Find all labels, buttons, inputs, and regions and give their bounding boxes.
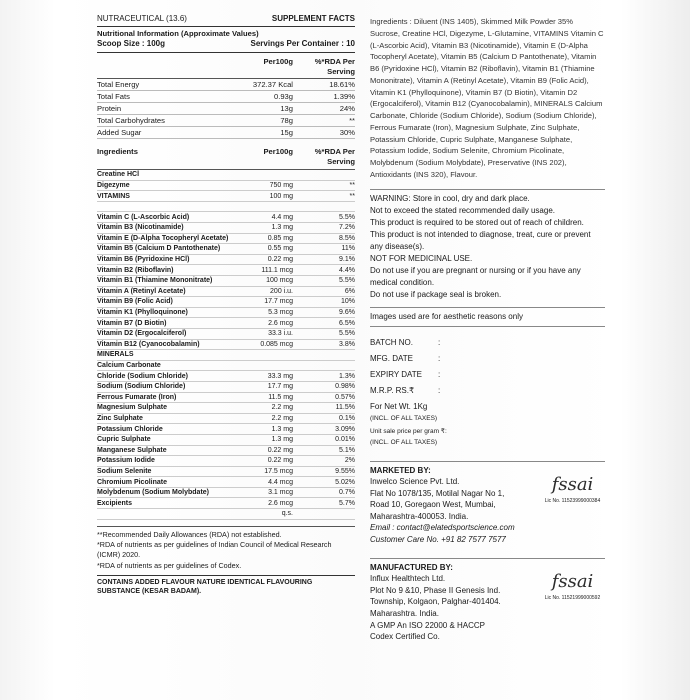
incl-taxes-2: (INCL. OF ALL TAXES) (370, 438, 438, 446)
row-name: Excipients (97, 499, 133, 507)
ingredient-row (97, 403, 355, 414)
row-per100: 0.22 mg (267, 446, 293, 454)
manufactured-line: Maharashtra. India. (370, 609, 439, 619)
row-rda: 5.7% (339, 499, 355, 507)
row-per100: 11.5 mg (268, 393, 293, 401)
ingredient-row (97, 382, 355, 393)
row-per100: 111.1 mcg (261, 266, 293, 274)
row-per100: 15g (280, 127, 293, 137)
nutrient-table (97, 79, 355, 139)
row-name: Protein (97, 103, 122, 113)
row-rda: 0.01% (335, 436, 355, 444)
row-per100: 13g (280, 103, 293, 113)
marketed-line: Road 10, Goregaon West, Mumbai, (370, 500, 496, 510)
row-name: Zinc Sulphate (97, 414, 143, 422)
facts-title: SUPPLEMENT FACTS (271, 14, 355, 23)
ingredient-row (97, 498, 355, 509)
row-per100: 372.37 Kcal (252, 79, 293, 89)
col-per100: Per100g (263, 56, 293, 66)
marketed-email: Email : contact@elatedsportscience.com (370, 523, 515, 533)
warning-line: This product is required to be stored out of reach of children. (370, 217, 584, 227)
manufactured-line: A GMP An ISO 22000 & HACCP (370, 620, 486, 630)
col-rda: %*RDA Per Serving (314, 56, 355, 76)
net-wt-label: For Net Wt. 1Kg (370, 401, 428, 411)
marketed-line: Flat No 1078/135, Motilal Nagar No 1, (370, 488, 505, 498)
row-name: Vitamin C (L-Ascorbic Acid) (97, 213, 190, 221)
row-rda: 1.3% (339, 372, 355, 380)
ingredients-title: Ingredients (97, 147, 138, 157)
manufactured-line: Plot No 9 &10, Phase II Genesis Ind. (370, 585, 501, 595)
ingredient-row (97, 244, 355, 255)
row-per100: 4.4 mg (271, 213, 293, 221)
ingredient-row (97, 435, 355, 446)
note: *RDA of nutrients as per guidelines of Indian Council of Medical Research (ICMR) 2020. (97, 540, 332, 560)
supplement-facts-panel (97, 14, 355, 596)
marketed-by (370, 461, 605, 546)
row-per100: 2.6 mcg (268, 319, 293, 327)
row-per100: 33.3 i.u. (268, 330, 293, 338)
flavour-statement: CONTAINS ADDED FLAVOUR NATURE IDENTICAL FLAVOURING SUBSTANCE (KESAR BADAM). (97, 575, 355, 596)
ingredient-row (97, 255, 355, 266)
row-name: Potassium Chloride (97, 425, 163, 433)
row-per100: 78g (280, 115, 293, 125)
row-rda: 11.5% (335, 404, 355, 412)
row-name: Chromium Picolinate (97, 478, 168, 486)
row-name: Manganese Sulphate (97, 446, 167, 454)
servings-per-container: Servings Per Container : 10 (250, 39, 355, 49)
warnings (370, 189, 605, 301)
batch-value: : (438, 337, 441, 347)
row-name: Vitamin B1 (Thiamine Mononitrate) (97, 277, 213, 285)
row-rda: 1.39% (333, 91, 355, 101)
row-name: Vitamin B2 (Riboflavin) (97, 266, 174, 274)
nutrient-row (97, 127, 355, 139)
row-rda: 3.09% (335, 425, 355, 433)
expiry-value: : (438, 369, 441, 379)
row-rda: 6% (344, 287, 355, 295)
row-per100: 1.3 mg (271, 425, 293, 433)
facts-header (97, 14, 355, 27)
ingredient-row (97, 265, 355, 276)
warning-line: Do not use if you are pregnant or nursing or if you have any medical condition. (370, 265, 581, 287)
row-name: VITAMINS (97, 192, 130, 200)
mrp-row (370, 383, 605, 399)
row-rda: 11% (341, 245, 355, 253)
row-name: Molybdenum (Sodium Molybdate) (97, 489, 209, 497)
ingredient-row (97, 371, 355, 382)
row-name: Vitamin B5 (Calcium D Pantothenate) (97, 245, 221, 253)
row-per100: 100 mcg (266, 277, 293, 285)
row-per100: 100 mg (269, 192, 293, 200)
ingredient-row (97, 191, 355, 202)
row-name: Vitamin K1 (Phylloquinone) (97, 309, 188, 317)
row-name: Magnesium Sulphate (97, 404, 168, 412)
row-per100: 0.85 mg (267, 234, 293, 242)
ingredient-row (97, 287, 355, 298)
row-per100: 0.22 mg (267, 457, 293, 465)
note: *RDA of nutrients as per guidelines of Codex. (97, 560, 242, 570)
row-rda: 2% (344, 457, 355, 465)
row-rda: 0.98% (335, 383, 355, 391)
row-rda: 24% (339, 103, 355, 113)
row-name: Vitamin B12 (Cyanocobalamin) (97, 340, 200, 348)
row-per100: 0.55 mg (267, 245, 293, 253)
row-rda: 0.57% (335, 393, 355, 401)
manufactured-line: Influx Healthtech Ltd. (370, 574, 446, 584)
warning-line: WARNING: Store in cool, dry and dark place. (370, 193, 530, 203)
batch-row (370, 335, 605, 351)
nutrient-row (97, 79, 355, 91)
row-name: Calcium Carbonate (97, 362, 161, 370)
ingredient-row (97, 446, 355, 457)
row-name: Total Carbohydrates (97, 115, 165, 125)
row-per100: 3.1 mcg (268, 489, 293, 497)
ing-col-per100: Per100g (263, 147, 293, 157)
fssai-logo-2 (540, 569, 605, 602)
row-per100: 4.4 mcg (268, 478, 293, 486)
row-name: Digezyme (97, 181, 130, 189)
warning-line: NOT FOR MEDICINAL USE. (370, 253, 473, 263)
row-rda: 8.5% (339, 234, 355, 242)
row-rda: 4.4% (339, 266, 355, 274)
row-rda: ** (349, 181, 355, 189)
row-rda: ** (349, 192, 355, 200)
expiry-row (370, 367, 605, 383)
mfg-row (370, 351, 605, 367)
row-rda: 5.5% (339, 277, 355, 285)
row-name: Added Sugar (97, 127, 142, 137)
row-per100: 2.6 mcg (268, 499, 293, 507)
row-per100: 0.085 mcg (260, 340, 293, 348)
row-per100: 33.3 mg (267, 372, 293, 380)
ingredient-row (97, 488, 355, 499)
row-name: Vitamin E (D-Alpha Tocopheryl Acetate) (97, 234, 229, 242)
expiry-label: EXPIRY DATE (370, 369, 423, 379)
manufactured-line: Codex Certified Co. (370, 632, 440, 642)
row-per100: 1.3 mg (271, 436, 293, 444)
marketed-line: Maharashtra-400053. India. (370, 511, 469, 521)
row-per100: q.s. (281, 510, 293, 518)
row-name: Vitamin B3 (Nicotinamide) (97, 224, 184, 232)
marketed-line: Inwelco Science Pvt. Ltd. (370, 477, 460, 487)
label-info-panel (370, 16, 605, 643)
row-name: Cupric Sulphate (97, 436, 151, 444)
rda-notes (97, 526, 355, 571)
scoop-size: Scoop Size : 100g (97, 39, 166, 49)
row-per100: 5.3 mcg (268, 309, 293, 317)
warning-line: Not to exceed the stated recommended daily usage. (370, 205, 555, 215)
fssai-lic: Lic No. 11521999000592 (544, 594, 601, 601)
warning-line: Do not use if package seal is broken. (370, 289, 502, 299)
warning-line: This product is not intended to diagnose, treat, cure or prevent any disease(s). (370, 229, 591, 251)
batch-label: BATCH NO. (370, 337, 413, 347)
unit-sale-price: Unit sale price per gram ₹: (370, 427, 447, 435)
ingredient-row (97, 276, 355, 287)
row-rda: 10% (340, 298, 355, 306)
row-per100: 0.22 mg (267, 256, 293, 264)
row-rda: 30% (339, 127, 355, 137)
ingredient-row (97, 477, 355, 488)
row-name: Vitamin B9 (Folic Acid) (97, 298, 173, 306)
row-name: Total Energy (97, 79, 140, 89)
row-name: Ferrous Fumarate (Iron) (97, 393, 177, 401)
row-per100: 1.3 mg (271, 224, 293, 232)
ingredient-column-header (97, 143, 355, 170)
row-per100: 2.2 mg (271, 414, 293, 422)
ingredient-row (97, 350, 355, 361)
ingredient-row (97, 361, 355, 372)
ingredient-table (97, 170, 355, 520)
row-rda: 9.6% (339, 309, 355, 317)
ingredient-row (97, 297, 355, 308)
nutrient-row (97, 91, 355, 103)
nutrition-title: Nutritional Information (Approximate Values) (97, 29, 259, 39)
manufactured-title: MANUFACTURED BY: (370, 562, 453, 572)
row-rda: 0.7% (339, 489, 355, 497)
ingredient-row (97, 414, 355, 425)
row-per100: 750 mg (269, 181, 293, 189)
nutrient-column-header (97, 53, 355, 80)
row-per100: 17.5 mcg (264, 467, 293, 475)
row-rda: 5.1% (339, 446, 355, 454)
row-per100: 17.7 mg (267, 383, 293, 391)
ingredient-row (97, 393, 355, 404)
ingredient-row (97, 223, 355, 234)
batch-info (370, 335, 605, 446)
row-name: Total Fats (97, 91, 130, 101)
row-per100: 0.93g (273, 91, 293, 101)
manufactured-line: Township, Kolgaon, Palghar-401404. (370, 597, 501, 607)
manufactured-by (370, 558, 605, 643)
ingredient-row (97, 456, 355, 467)
mfg-value: : (438, 353, 441, 363)
row-name: Creatine HCl (97, 171, 140, 179)
row-rda: 5.5% (339, 213, 355, 221)
row-per100: 2.2 mg (271, 404, 293, 412)
fssai-logo-1 (540, 472, 605, 505)
note: **Recommended Daily Allowances (RDA) not established. (97, 529, 282, 539)
fssai-logo-icon: fssai (551, 473, 594, 495)
row-rda: 3.8% (339, 340, 355, 348)
ing-col-rda: %*RDA Per Serving (314, 147, 355, 167)
row-rda: 9.55% (335, 467, 355, 475)
row-name: Vitamin B7 (D Biotin) (97, 319, 167, 327)
row-rda: 5.02% (335, 478, 355, 486)
row-per100: 17.7 mcg (264, 298, 293, 306)
row-name: Vitamin D2 (Ergocalciferol) (97, 330, 187, 338)
net-wt-row (370, 399, 605, 415)
row-name: Sodium (Sodium Chloride) (97, 383, 186, 391)
mrp-label: M.R.P. RS.₹ (370, 385, 415, 395)
ingredient-row (97, 318, 355, 329)
aesthetic-note: Images used are for aesthetic reasons only (370, 307, 605, 327)
nutrient-row (97, 115, 355, 127)
row-rda: 18.61% (329, 79, 355, 89)
serving-info (97, 39, 355, 52)
row-rda: 9.1% (339, 256, 355, 264)
ingredient-row (97, 340, 355, 351)
row-name: Chloride (Sodium Chloride) (97, 372, 188, 380)
ingredient-row (97, 181, 355, 192)
fssai-logo-icon: fssai (551, 570, 594, 592)
row-name: Vitamin B6 (Pyridoxine HCl) (97, 256, 190, 264)
ingredient-row (97, 170, 355, 181)
nutrient-row (97, 103, 355, 115)
row-name: MINERALS (97, 351, 134, 359)
mfg-label: MFG. DATE (370, 353, 413, 363)
row-rda: 5.5% (339, 330, 355, 338)
fssai-lic: Lic No. 11523999000384 (544, 497, 601, 504)
ingredient-row (97, 424, 355, 435)
nutraceutical-tag: NUTRACEUTICAL (13.6) (97, 14, 187, 23)
incl-taxes-1: (INCL. OF ALL TAXES) (370, 415, 438, 423)
ingredient-row (97, 509, 355, 520)
row-rda: 6.5% (339, 319, 355, 327)
ingredients-text: Ingredients : Diluent (INS 1405), Skimmed Milk Powder 35% Sucrose, Creatine HCl, Digezyme, L-Glutamine, VITAMINS Vitamin C (L-Ascorbic Acid), Vitamin B3 (Nicotinamide), Vitamin E (D-Alpha Tocopheryl Acetate), Vitamin B5 (Calcium D Pantothenate), Vitamin B6 (Pyridoxine HCl), Vitamin B2 (Riboflavin), Vitamin B1 (Thiamine Mononitrate), Vitamin A (Retinyl Acetate), Vitamin B9 (Folic Acid), Vitamin K1 (Phylloquinone), Vitamin B7 (D Biotin), Vitamin D2 (Ergocalciferol), Vitamin B12 (Cyanocobalamin), MINERALS Calcium Carbonate, Chloride (Sodium Chloride), Sodium (Sodium Chloride), Ferrous Fumarate (Iron), Magnesium Sulphate, Zinc Sulphate, Potassium Chloride, Cupric Sulphate, Manganese Sulphate, Potassium Iodide, Sodium Selenite, Chromium Picolinate, Molybdenum (Sodium Molybdate), Preservative (INS 202), Antioxidants (INS 320), Flavour. (370, 17, 604, 179)
row-rda: 7.2% (339, 224, 355, 232)
ingredient-row (97, 329, 355, 340)
ingredient-row (97, 467, 355, 478)
marketed-title: MARKETED BY: (370, 465, 431, 475)
ingredient-row (97, 212, 355, 223)
row-name: Potassium Iodide (97, 457, 155, 465)
row-name: Sodium Selenite (97, 467, 152, 475)
marketed-care: Customer Care No. +91 82 7577 7577 (370, 535, 506, 545)
row-rda: ** (349, 115, 355, 125)
ingredient-row (97, 202, 355, 213)
row-per100: 200 i.u. (270, 287, 293, 295)
ingredient-row (97, 308, 355, 319)
mrp-value: : (438, 385, 441, 395)
row-name: Vitamin A (Retinyl Acetate) (97, 287, 186, 295)
row-rda: 0.1% (339, 414, 355, 422)
ingredient-row (97, 234, 355, 245)
